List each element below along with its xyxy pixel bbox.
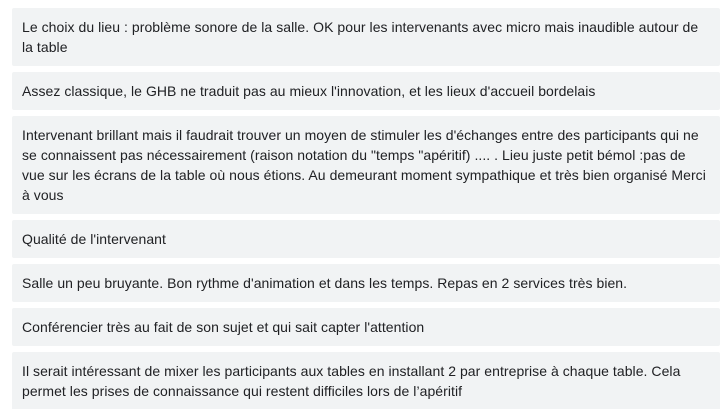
- response-card: Qualité de l'intervenant: [12, 220, 720, 258]
- response-card: Salle un peu bruyante. Bon rythme d'animation et dans les temps. Repas en 2 services très bien.: [12, 264, 720, 302]
- response-card: Intervenant brillant mais il faudrait trouver un moyen de stimuler les d'échanges entre des participants qui ne se connaissent pas nécessairement (raison notation du "temps "apéritif) .... . Lieu juste petit bémol :pas de vue sur les écrans de la table où nous étions. Au demeurant moment sympathique et très bien organisé Merci à vous: [12, 116, 720, 214]
- response-card: Le choix du lieu : problème sonore de la salle. OK pour les intervenants avec micro mais inaudible autour de la table: [12, 8, 720, 66]
- response-card: Assez classique, le GHB ne traduit pas au mieux l'innovation, et les lieux d'accueil bordelais: [12, 72, 720, 110]
- response-card: Conférencier très au fait de son sujet et qui sait capter l'attention: [12, 308, 720, 346]
- response-card: Il serait intéressant de mixer les participants aux tables en installant 2 par entreprise à chaque table. Cela permet les prises de connaissance qui restent difficiles lors de l’apéritif: [12, 352, 720, 409]
